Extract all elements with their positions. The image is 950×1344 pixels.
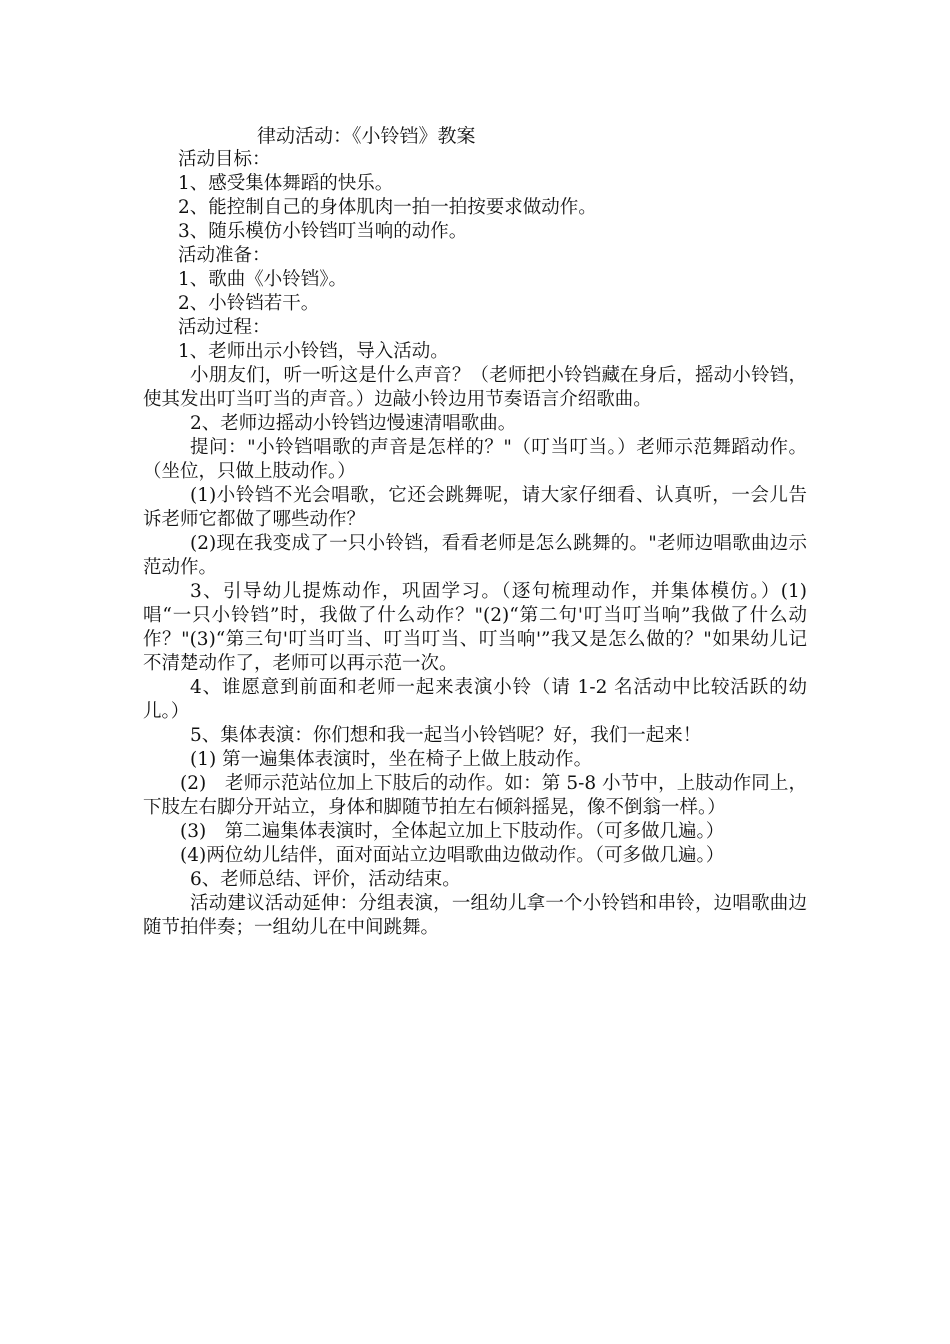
paragraph: 6、老师总结、评价，活动结束。: [190, 869, 461, 890]
paragraph: 1、歌曲《小铃铛》。: [178, 269, 348, 290]
paragraph: 2、老师边摇动小铃铛边慢速清唱歌曲。: [190, 413, 517, 434]
paragraph: 活动建议活动延伸：分组表演，一组幼儿拿一个小铃铛和串铃，边唱歌曲边随节拍伴奏；一组幼儿在中间跳舞。: [143, 893, 807, 938]
document-title: 律动活动：《小铃铛》教案: [257, 125, 476, 147]
paragraph: (2) 老师示范站位加上下肢后的动作。如：第 5-8 小节中，上肢动作同上，下肢左右脚分开站立，身体和脚随节拍左右倾斜摇晃，像不倒翁一样。）: [143, 773, 807, 818]
paragraph: (1)小铃铛不光会唱歌，它还会跳舞呢，请大家仔细看、认真听，一会儿告诉老师它都做了哪些动作？: [143, 485, 807, 530]
paragraph: 活动过程：: [178, 317, 271, 338]
paragraph: 1、老师出示小铃铛，导入活动。: [178, 341, 449, 362]
paragraph: 4、谁愿意到前面和老师一起来表演小铃（请 1-2 名活动中比较活跃的幼儿。）: [143, 677, 807, 722]
paragraph: 5、集体表演：你们想和我一起当小铃铛呢？好，我们一起来！: [190, 725, 702, 746]
paragraph: 2、能控制自己的身体肌肉一拍一拍按要求做动作。: [178, 197, 597, 218]
paragraph: 活动目标：: [178, 149, 271, 170]
paragraph: 3、随乐模仿小铃铛叮当响的动作。: [178, 221, 468, 242]
document-body: [143, 148, 807, 940]
paragraph: 1、感受集体舞蹈的快乐。: [178, 173, 394, 194]
paragraph: (3) 第二遍集体表演时，全体起立加上下肢动作。（可多做几遍。）: [180, 821, 725, 842]
paragraph: 小朋友们，听一听这是什么声音？（老师把小铃铛藏在身后，摇动小铃铛，使其发出叮当叮当的声音。）边敲小铃边用节奏语言介绍歌曲。: [143, 365, 807, 410]
paragraph: 活动准备：: [178, 245, 271, 266]
paragraph: 2、小铃铛若干。: [178, 293, 320, 314]
paragraph: 3、引导幼儿提炼动作，巩固学习。（逐句梳理动作，并集体模仿。）(1)唱“一只小铃铛”时，我做了什么动作？"(2)“第二句'叮当叮当响”我做了什么动作？"(3)“第三句'叮当叮当、叮当叮当、叮当响'”我又是怎么做的？"如果幼儿记不清楚动作了，老师可以再示范一次。: [143, 581, 807, 674]
paragraph: (4)两位幼儿结伴，面对面站立边唱歌曲边做动作。（可多做几遍。）: [180, 845, 725, 866]
paragraph: (2)现在我变成了一只小铃铛，看看老师是怎么跳舞的。"老师边唱歌曲边示范动作。: [143, 533, 807, 578]
paragraph: 提问："小铃铛唱歌的声音是怎样的？"（叮当叮当。）老师示范舞蹈动作。（坐位，只做上肢动作。）: [143, 437, 807, 482]
paragraph: (1) 第一遍集体表演时，坐在椅子上做上肢动作。: [190, 749, 593, 770]
